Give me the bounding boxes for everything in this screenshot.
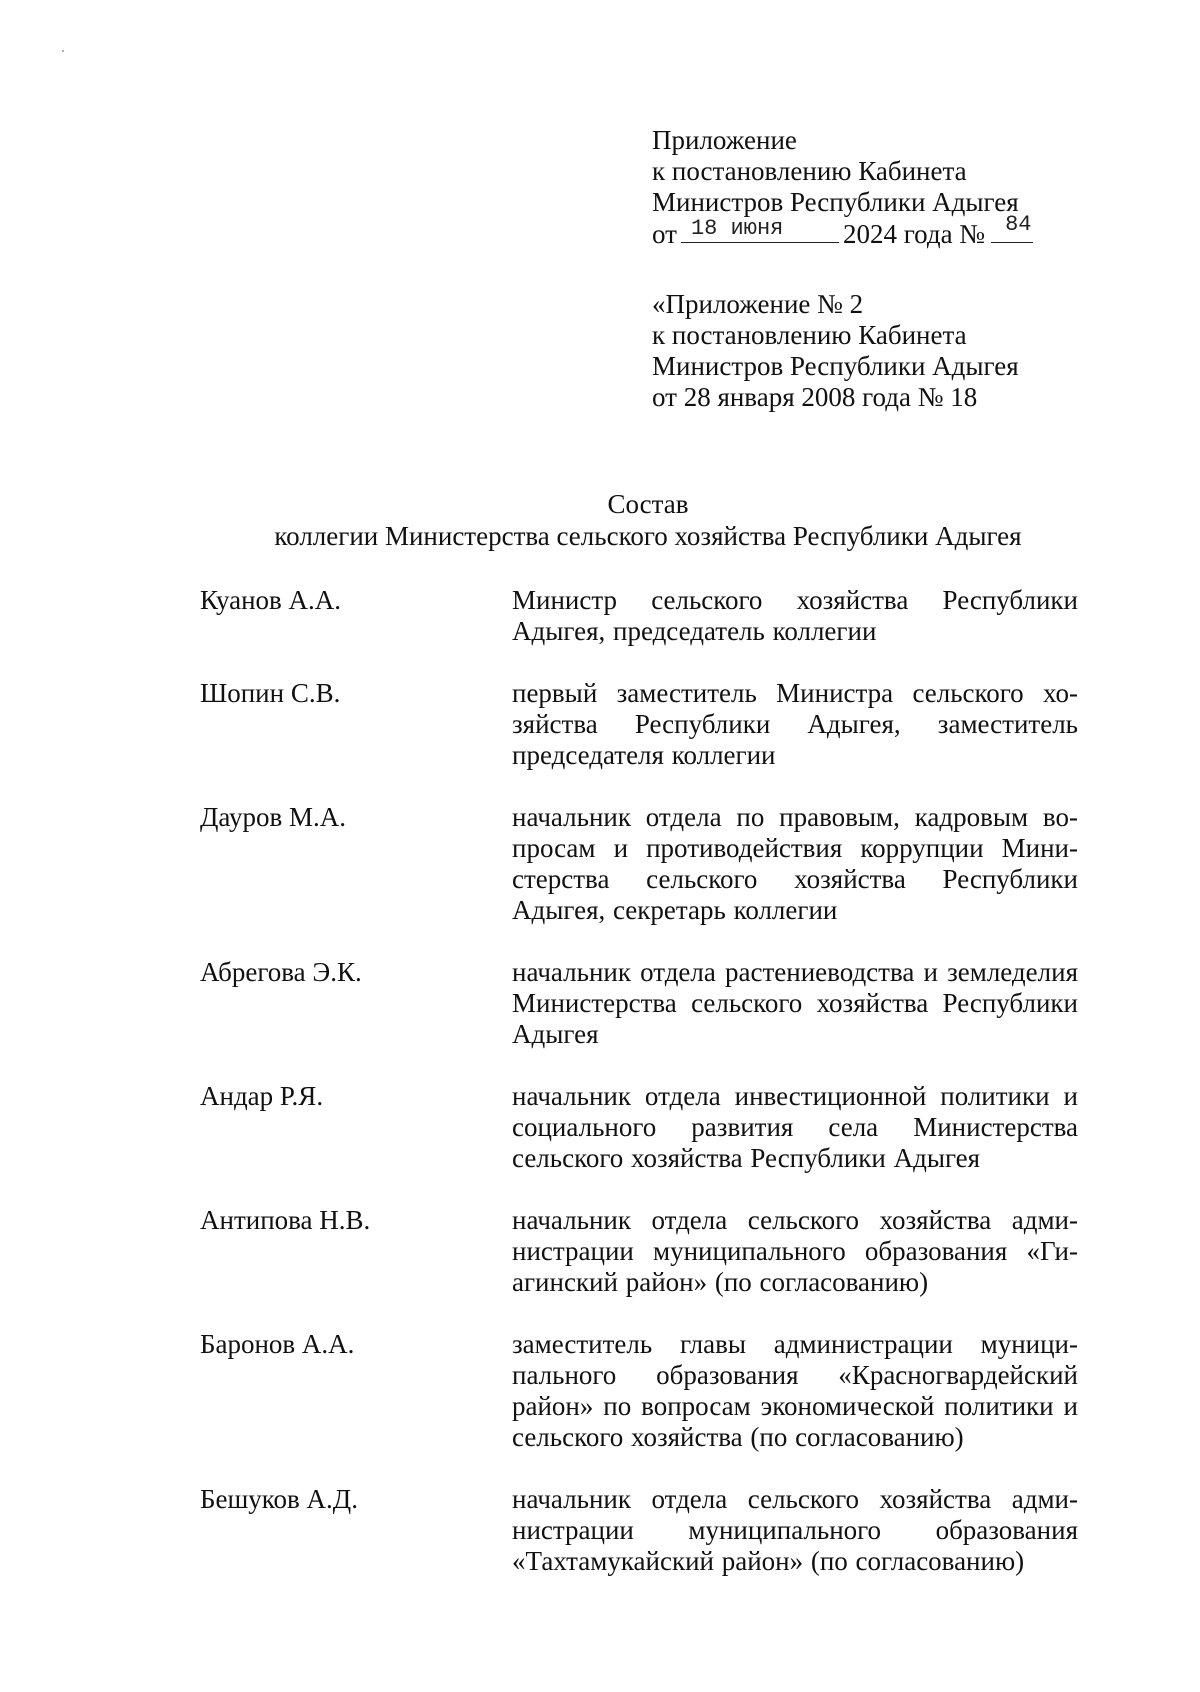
document-title: Состав (607, 489, 689, 519)
member-name: Шопин С.В. (200, 678, 341, 708)
member-role: первый заместитель Министра сельского хозяйства Республики Адыгея, заместитель председателя коллегии (512, 678, 1078, 770)
member-role: начальник отдела по правовым, кадровым вопросам и противодействия коррупции Министерства сельского хозяйства Республики Адыгея, секретарь коллегии (512, 802, 1078, 925)
member-name: Куанов А.А. (200, 585, 342, 615)
member-row (200, 802, 1080, 957)
member-name: Дауров М.А. (200, 802, 347, 832)
member-role: заместитель главы администрации муниципального образования «Красногвардейский район» по вопросам экономической политики и сельского хозяйства (по согласованию) (512, 1329, 1078, 1452)
member-row (200, 957, 1080, 1081)
original-appendix-label: «Приложение № 2 (652, 289, 864, 319)
document-subtitle: коллегии Министерства сельского хозяйства Республики Адыгея (274, 521, 1022, 551)
member-role: начальник отдела сельского хозяйства администрации муниципального образования «Тахтамукайский район» (по согласованию) (512, 1484, 1078, 1576)
appendix-label: Приложение (652, 125, 797, 155)
appendix-header-original (652, 289, 1072, 413)
member-role: начальник отдела сельского хозяйства администрации муниципального образования «Гиагинский район» (по согласованию) (512, 1205, 1078, 1297)
member-row (200, 1484, 1080, 1608)
member-name: Абрегова Э.К. (200, 957, 362, 987)
handwritten-date: 18 июня (690, 216, 784, 241)
member-row (200, 678, 1080, 802)
member-row (200, 1205, 1080, 1329)
handwritten-number: 84 (1005, 212, 1032, 237)
appendix-header-current (652, 125, 1072, 249)
member-row (200, 585, 1080, 678)
date-blank (681, 218, 839, 243)
number-blank (991, 212, 1033, 243)
member-name: Баронов А.А. (200, 1329, 355, 1359)
member-role: Министр сельского хозяйства Республики Адыгея, председатель коллегии (512, 585, 1078, 646)
member-role: начальник отдела инвестиционной политики и социального развития села Министерства сельского хозяйства Республики Адыгея (512, 1081, 1078, 1173)
year-text: 2024 года № (842, 219, 986, 249)
member-role: начальник отдела растениеводства и земледелия Министерства сельского хозяйства Республики Адыгея (512, 957, 1078, 1049)
original-cabinet-line: Министров Республики Адыгея (652, 351, 1019, 381)
appendix-date-line (652, 212, 1072, 249)
scan-speck (62, 50, 64, 52)
original-resolution-line: к постановлению Кабинета (652, 320, 967, 350)
member-name: Бешуков А.Д. (200, 1484, 358, 1514)
member-row (200, 1081, 1080, 1205)
appendix-resolution-line: к постановлению Кабинета (652, 156, 967, 186)
members-list (200, 585, 1080, 1608)
member-row (200, 1329, 1080, 1484)
member-name: Антипова Н.В. (200, 1205, 371, 1235)
member-name: Андар Р.Я. (200, 1081, 324, 1111)
date-prefix: от (652, 219, 677, 249)
original-date-line: от 28 января 2008 года № 18 (652, 382, 978, 412)
appendix-cabinet-line: Министров Республики Адыгея (652, 187, 1019, 217)
